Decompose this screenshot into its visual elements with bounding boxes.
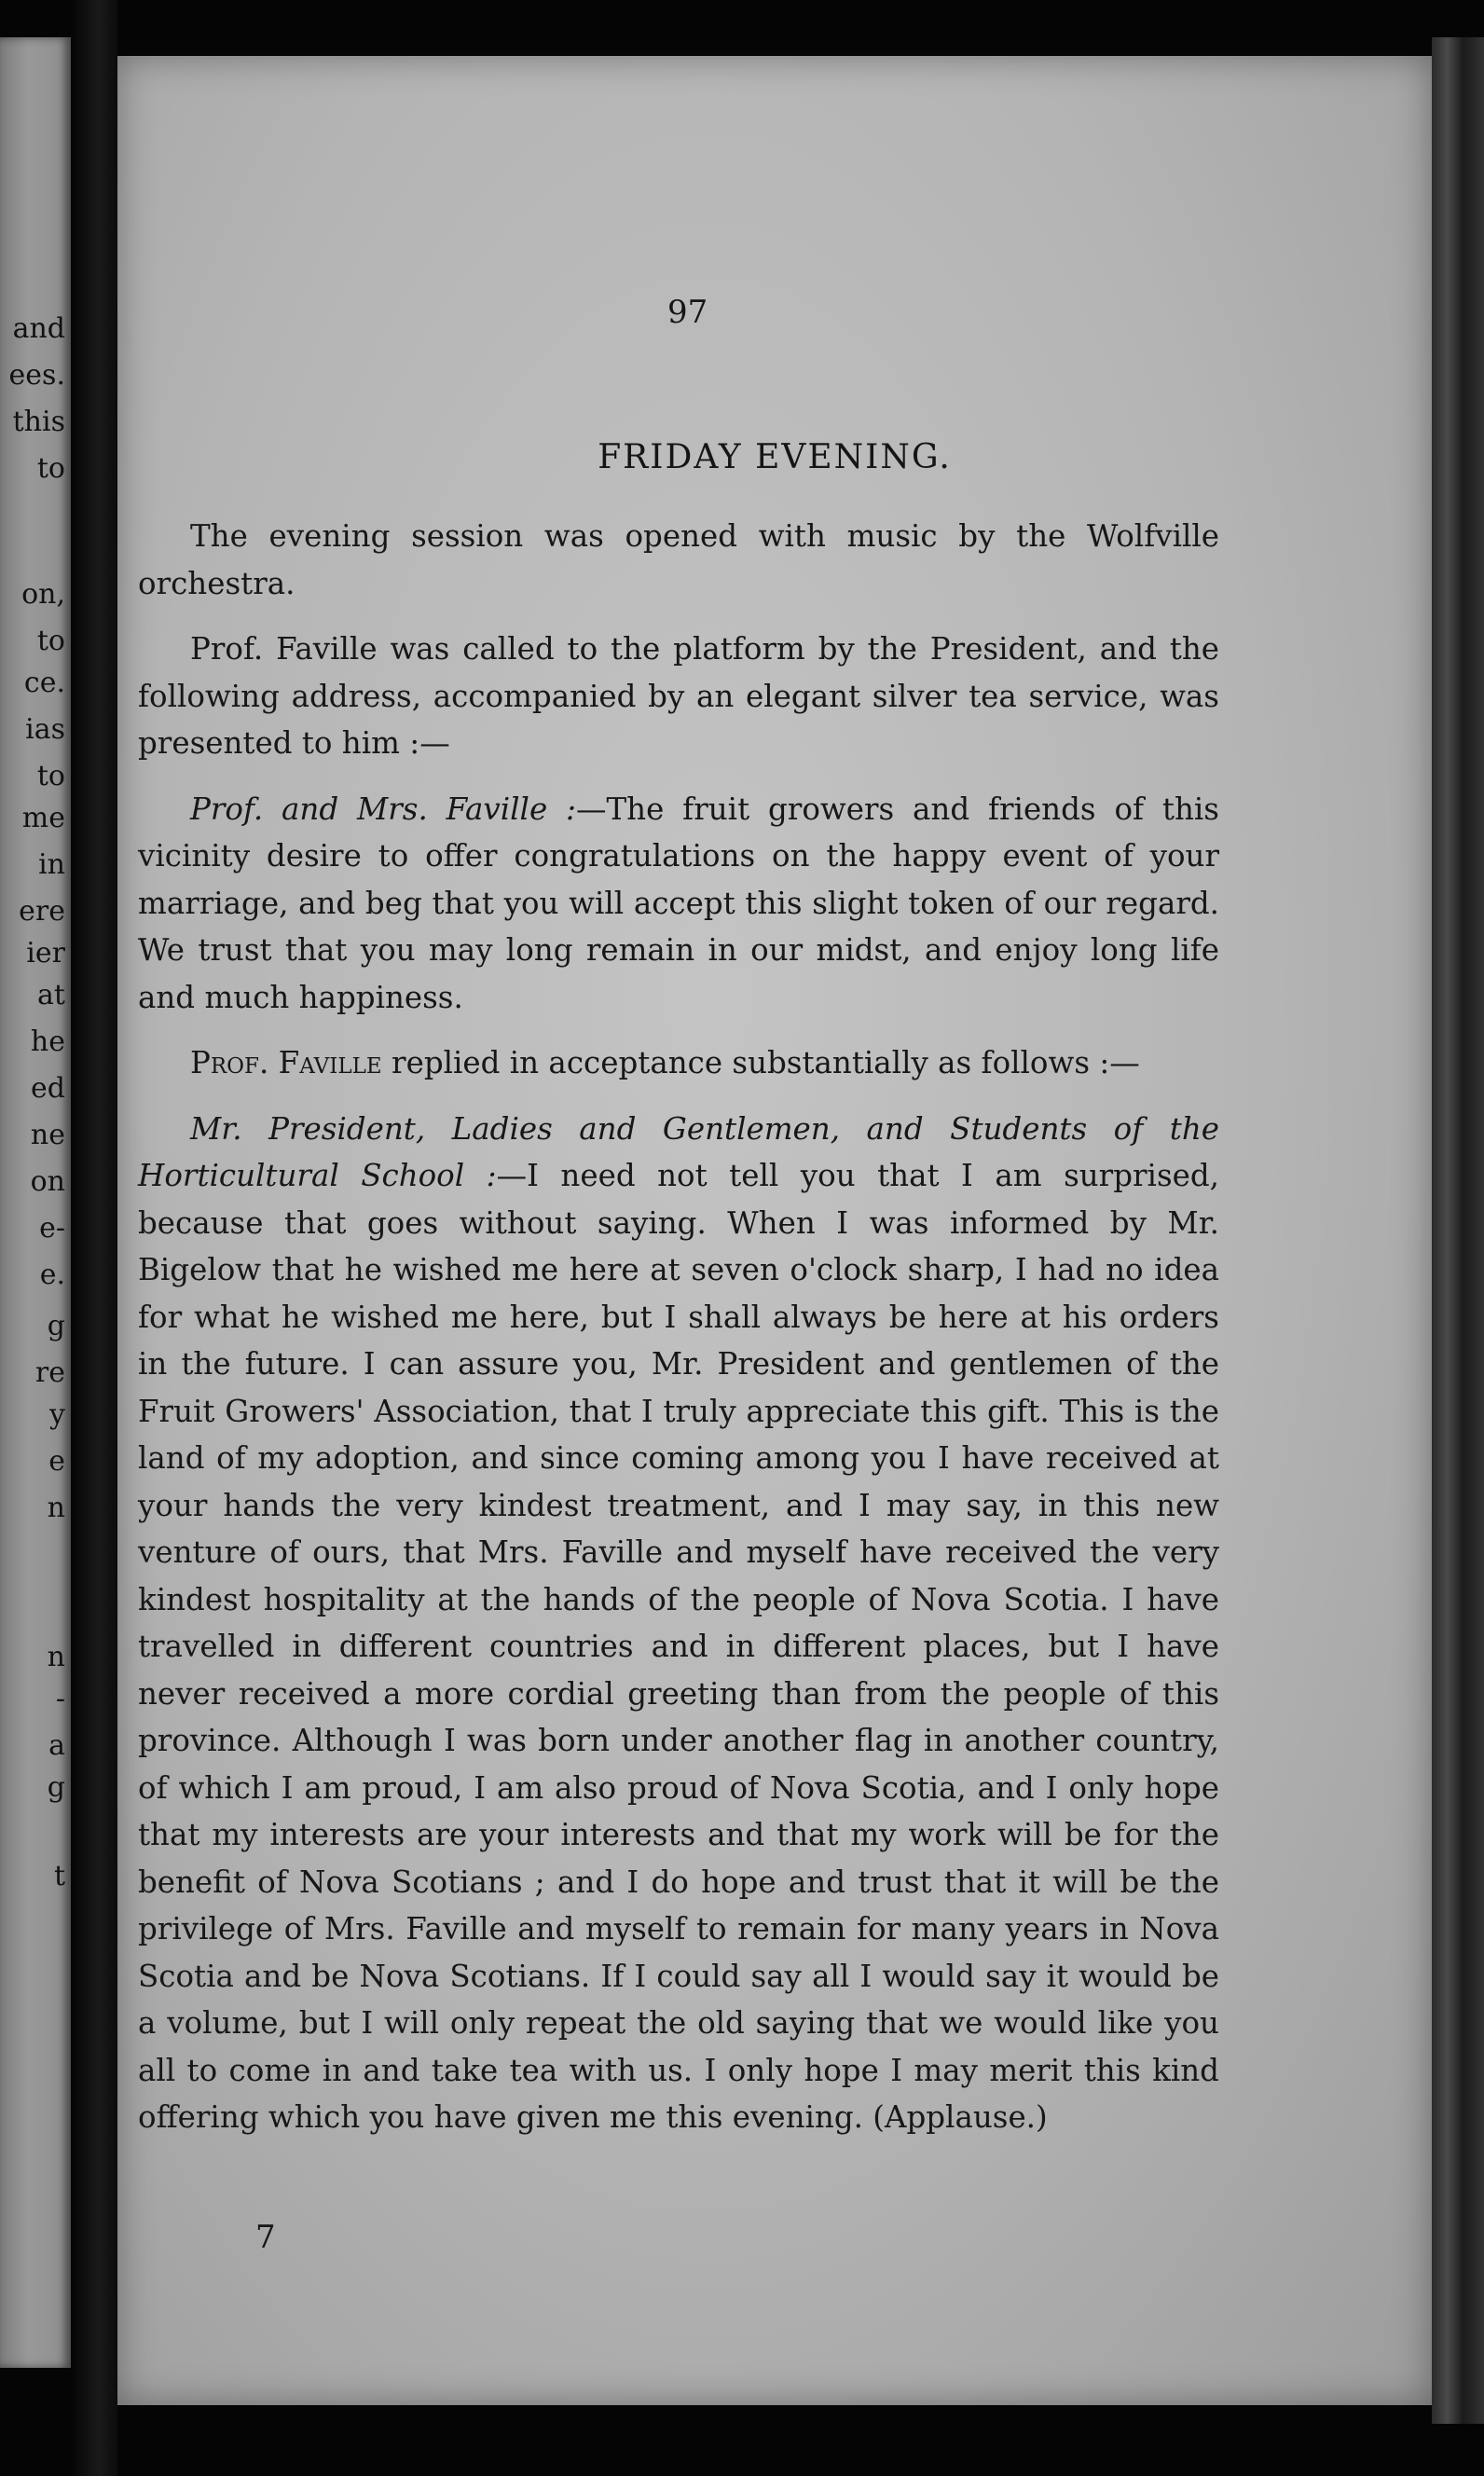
left-page-fragment: at [37,979,65,1011]
left-page-fragment: ere [19,895,65,928]
left-page-fragment: ier [26,937,65,970]
paragraph-opening: The evening session was opened with music by the Wolfville orchestra. [138,518,1219,601]
left-page-fragment: n [47,1492,65,1524]
body-text [138,513,1219,2141]
left-page-fragment: n [47,1641,65,1673]
page-number: 97 [667,294,708,331]
left-page-fragment: and [12,312,65,345]
left-page-fragment: e [48,1445,65,1478]
left-page-fragment: to [36,452,65,485]
reply-intro-text: replied in acceptance substantially as follows :— [381,1045,1140,1080]
address-salutation: Prof. and Mrs. Faville : [190,791,576,827]
left-page-fragment: ce. [23,667,65,699]
section-heading: FRIDAY EVENING. [598,438,952,476]
speech-salutation: Mr. President, Ladies and Gentlemen, and Students of the Horticultural School : [138,1110,1219,1193]
left-page-fragment: ees. [8,359,65,392]
left-page-fragment: re [34,1356,65,1389]
left-page-fragment: t [53,1860,65,1892]
left-page-fragment: e. [39,1259,65,1291]
left-page-fragment: y [49,1398,65,1431]
left-page-fragment: ias [25,713,65,746]
book-page [117,56,1432,2405]
paragraph-reply-speech [138,1106,1219,2141]
paragraph-address [138,786,1219,1022]
left-page-fragment: ed [31,1072,65,1105]
left-page-fragment: g [47,1310,65,1342]
left-page-fragment: ne [30,1119,65,1151]
speaker-name: Prof. Faville [190,1045,382,1080]
speech-text: —I need not tell you that I am surprised, because that goes without saying. When I was informed by Mr. Bigelow that he wished me here at seven o'clock sharp, I had no idea for what he wished me here, but I shall always be here at his orders in the future. I can assure you, Mr. President and gentlemen of the Fruit Growers' Association, that I truly appreciate this gift. This is the land of my adoption, and since coming among you I have received at your hands the very kindest treatment, and I may say, in this new venture of ours, that Mrs. Faville and myself have received the very kindest hospitality at the hands of the people of Nova Scotia. I have travelled in different countries and in different places, but I have never received a more cordial greeting than from the people of this province. Although I was born under another flag in another country, of which I am proud, I am also proud of Nova Scotia, and I only hope that my interests are your interests and that my work will be for the benefit of Nova Scotians ; and I do hope and trust that it will be the privilege of Mrs. Faville and myself to remain for many years in Nova Scotia and be Nova Scotians. If I could say all I would say it would be a volume, but I will only repeat the old saying that we would like you all to come in and take tea with us. I only hope I may merit this kind offering which you have given me this evening. (Applause.) [138,1158,1219,2135]
left-page-fragment: in [38,848,65,881]
left-page-fragment: this [12,406,65,438]
page-stack-edge [1432,37,1484,2424]
signature-mark: 7 [255,2219,276,2256]
paragraph-presentation: Prof. Faville was called to the platform by the President, and the following address, accompanied by an elegant silver tea service, was presented to him :— [138,631,1219,761]
left-page-fragment: g [47,1771,65,1804]
left-page-fragment: - [55,1683,65,1715]
address-text: —The fruit growers and friends of this vicinity desire to offer congratulations on the happy event of your marriage, and beg that you will accept this slight token of our regard. We trust that you may long remain in our midst, and enjoy long life and much happiness. [138,791,1219,1015]
left-page-fragment: on [30,1165,65,1198]
left-page-fragment: e- [39,1212,65,1245]
paragraph-reply-intro [138,1039,1219,1087]
left-page-fragment: a [48,1729,65,1762]
left-page-fragment: to [36,760,65,792]
left-page-fragment: to [36,625,65,657]
left-page-fragment: me [21,802,65,834]
left-facing-page [0,37,71,2368]
binding-gutter [71,0,117,2476]
left-page-fragment: on, [21,578,65,611]
left-page-fragment: he [30,1025,65,1058]
